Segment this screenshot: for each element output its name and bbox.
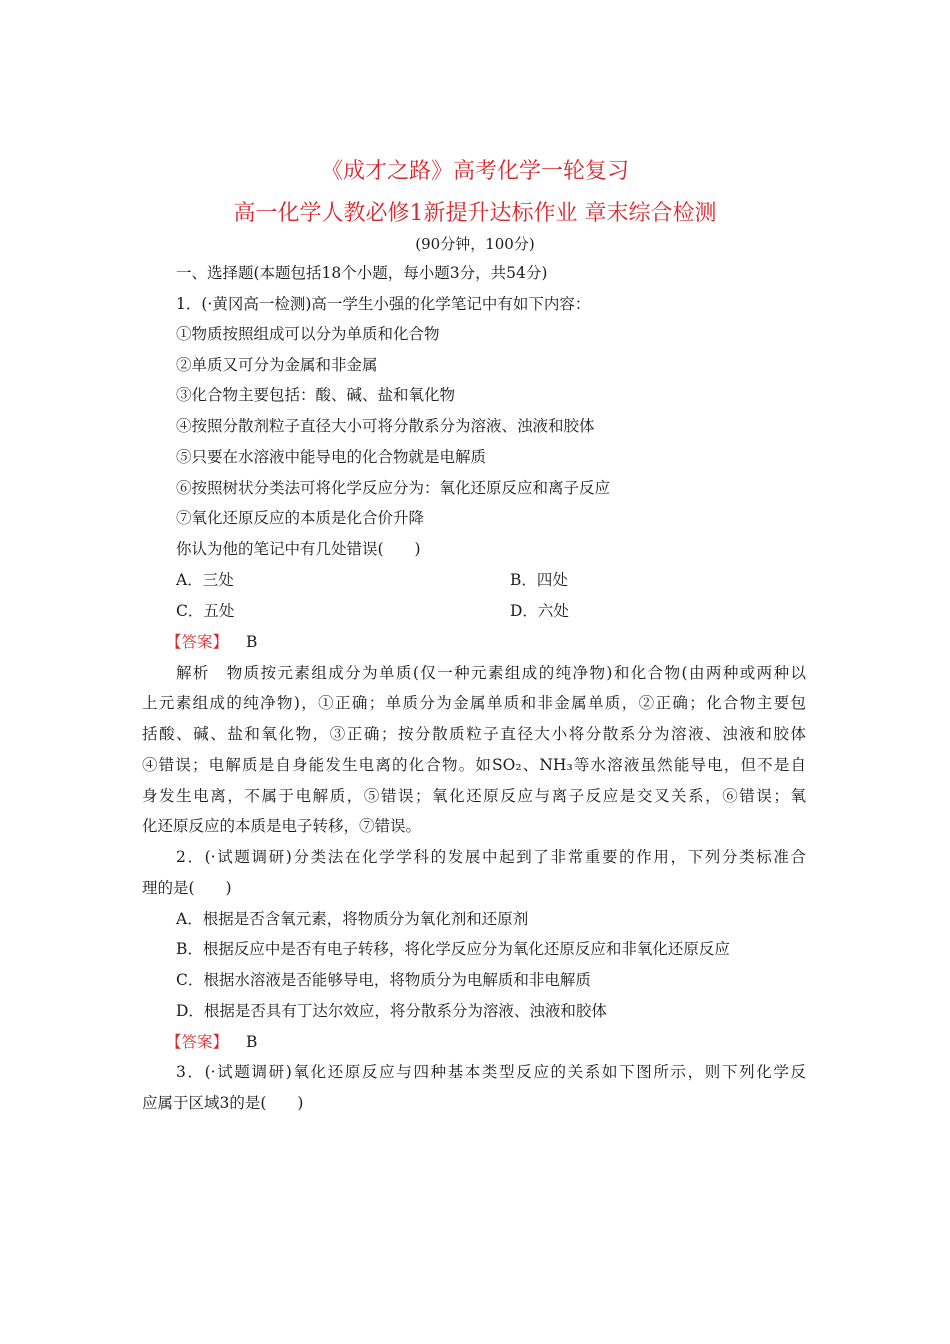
- exam-duration-score: (90分钟，100分): [415, 235, 535, 253]
- q1-analysis-line-6: 化还原反应的本质是电子转移，⑦错误。: [142, 817, 422, 835]
- q1-note-3: ③化合物主要包括：酸、碱、盐和氧化物: [176, 386, 456, 404]
- q1-analysis-line-5: 身发生电离，不属于电解质，⑤错误；氧化还原反应与离子反应是交叉关系，⑥错误；氧: [142, 787, 806, 805]
- q1-analysis-line-3: 括酸、碱、盐和氧化物，③正确；按分散质粒子直径大小将分散系分为溶液、浊液和胶体: [142, 725, 806, 743]
- q1-option-c: C．五处: [176, 602, 235, 620]
- q1-analysis-line-2: 上元素组成的纯净物)，①正确；单质分为金属单质和非金属单质，②正确；化合物主要包: [142, 694, 806, 712]
- q1-answer-value: B: [246, 633, 258, 651]
- q1-analysis-line-4: ④错误；电解质是自身能发生电离的化合物。如SO₂、NH₃等水溶液虽然能导电，但不是自: [142, 756, 806, 774]
- section-heading: 一、选择题(本题包括18个小题，每小题3分，共54分): [176, 264, 548, 282]
- q1-note-5: ⑤只要在水溶液中能导电的化合物就是电解质: [176, 448, 487, 466]
- q2-stem-line-2: 理的是( ): [142, 879, 232, 897]
- q2-option-c: C．根据水溶液是否能够导电，将物质分为电解质和非电解质: [176, 971, 591, 989]
- q2-answer-label: 【答案】: [166, 1033, 229, 1051]
- q2-option-a: A．根据是否含氧元素，将物质分为氧化剂和还原剂: [176, 910, 529, 928]
- q1-note-1: ①物质按照组成可以分为单质和化合物: [176, 325, 440, 343]
- q1-option-d: D．六处: [510, 602, 569, 620]
- q3-stem-line-2: 应属于区域3的是( ): [142, 1094, 304, 1112]
- q1-answer: [166, 631, 257, 653]
- q1-analysis-line-1: 解析 物质按元素组成分为单质(仅一种元素组成的纯净物)和化合物(由两种或两种以: [176, 664, 806, 682]
- q2-stem-line-1: 2．(·试题调研)分类法在化学学科的发展中起到了非常重要的作用，下列分类标准合: [176, 848, 806, 866]
- q2-option-b: B．根据反应中是否有电子转移，将化学反应分为氧化还原反应和非氧化还原反应: [176, 940, 730, 958]
- document-title-line1: 《成才之路》高考化学一轮复习: [320, 159, 629, 184]
- q1-option-b: B．四处: [510, 571, 568, 589]
- q1-note-4: ④按照分散剂粒子直径大小可将分散系分为溶液、浊液和胶体: [176, 417, 595, 435]
- q1-answer-label: 【答案】: [166, 633, 229, 651]
- q2-answer: [166, 1031, 257, 1053]
- q1-stem: 1．(·黄冈高一检测)高一学生小强的化学笔记中有如下内容：: [176, 295, 591, 313]
- q1-option-a: A．三处: [176, 571, 234, 589]
- q1-question: 你认为他的笔记中有几处错误( ): [176, 540, 421, 558]
- q1-note-7: ⑦氧化还原反应的本质是化合价升降: [176, 509, 425, 527]
- q3-stem-line-1: 3．(·试题调研)氧化还原反应与四种基本类型反应的关系如下图所示，则下列化学反: [176, 1063, 806, 1081]
- document-title-line2: 高一化学人教必修1新提升达标作业 章末综合检测: [233, 201, 717, 226]
- q2-option-d: D．根据是否具有丁达尔效应，将分散系分为溶液、浊液和胶体: [176, 1002, 607, 1020]
- q1-note-2: ②单质又可分为金属和非金属: [176, 356, 378, 374]
- q2-answer-value: B: [246, 1033, 258, 1051]
- q1-note-6: ⑥按照树状分类法可将化学反应分为：氧化还原反应和离子反应: [176, 479, 611, 497]
